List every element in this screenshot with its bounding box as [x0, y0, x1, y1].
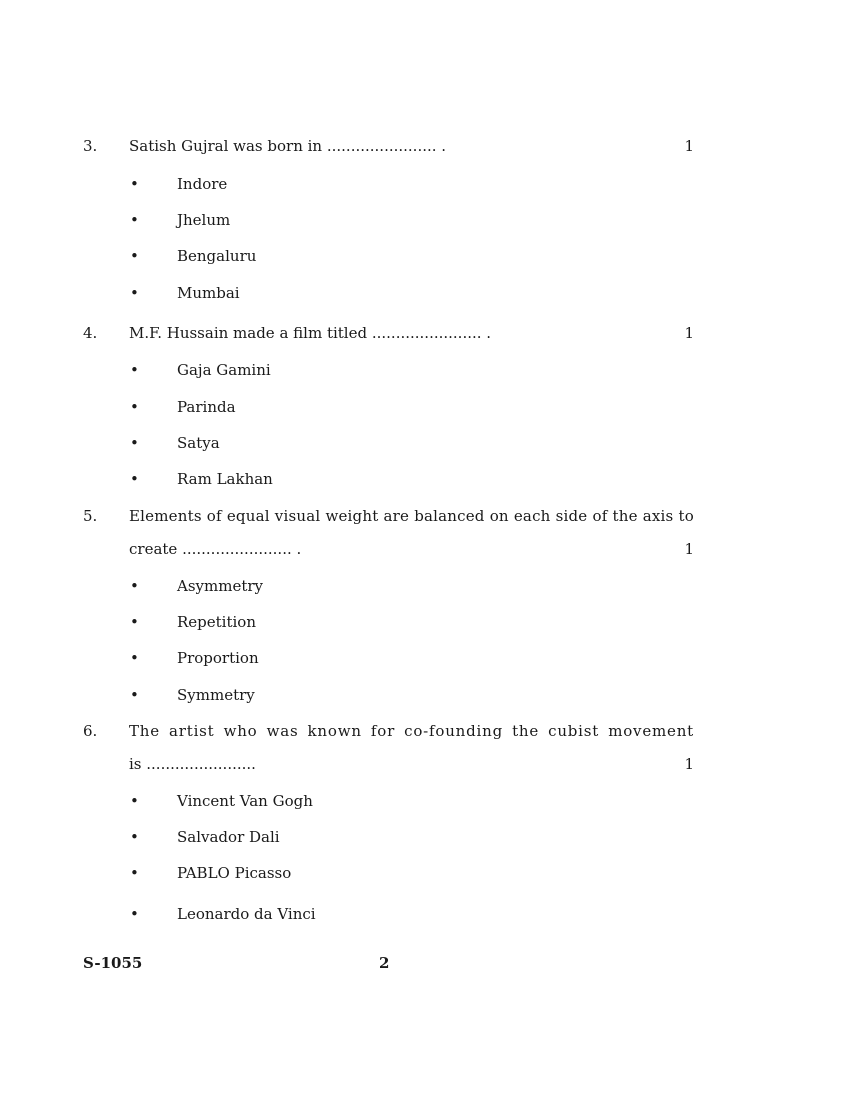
option-item: Mumbai	[177, 284, 240, 302]
option-item: Proportion	[177, 649, 259, 667]
paper-code: S-1055	[83, 954, 143, 972]
bullet-icon: •	[130, 361, 139, 379]
option-item: Satya	[177, 434, 220, 452]
bullet-icon: •	[130, 247, 139, 265]
option-item: Bengaluru	[177, 247, 257, 265]
bullet-icon: •	[130, 398, 139, 416]
option-item: Leonardo da Vinci	[177, 905, 316, 923]
question-marks: 1	[684, 755, 694, 773]
question-text-line-1: Elements of equal visual weight are balanced on each side of the axis to	[129, 507, 694, 525]
option-item: Gaja Gamini	[177, 361, 271, 379]
question-text-line-2: is .......................	[129, 755, 256, 773]
option-item: Symmetry	[177, 686, 255, 704]
question-number: 6.	[83, 722, 98, 740]
bullet-icon: •	[130, 175, 139, 193]
bullet-icon: •	[130, 613, 139, 631]
question-marks: 1	[684, 137, 694, 155]
option-item: Asymmetry	[177, 577, 264, 595]
option-item: Repetition	[177, 613, 256, 631]
question-text: Satish Gujral was born in ....................... .	[129, 137, 447, 155]
question-text-line-1: The artist who was known for co-founding the cubist movement	[129, 722, 694, 740]
option-item: Salvador Dali	[177, 828, 280, 846]
bullet-icon: •	[130, 211, 139, 229]
option-item: Parinda	[177, 398, 236, 416]
question-number: 4.	[83, 324, 98, 342]
option-item: Jhelum	[177, 211, 231, 229]
page-number: 2	[379, 954, 390, 972]
question-marks: 1	[684, 324, 694, 342]
bullet-icon: •	[130, 864, 139, 882]
option-item: PABLO Picasso	[177, 864, 292, 882]
question-text-line-2: create ....................... .	[129, 540, 302, 558]
option-item: Ram Lakhan	[177, 470, 273, 488]
bullet-icon: •	[130, 649, 139, 667]
bullet-icon: •	[130, 828, 139, 846]
question-number: 5.	[83, 507, 98, 525]
question-text: M.F. Hussain made a film titled ....................... .	[129, 324, 492, 342]
bullet-icon: •	[130, 284, 139, 302]
question-number: 3.	[83, 137, 98, 155]
question-marks: 1	[684, 540, 694, 558]
bullet-icon: •	[130, 434, 139, 452]
bullet-icon: •	[130, 792, 139, 810]
bullet-icon: •	[130, 577, 139, 595]
option-item: Indore	[177, 175, 228, 193]
option-item: Vincent Van Gogh	[177, 792, 313, 810]
bullet-icon: •	[130, 686, 139, 704]
bullet-icon: •	[130, 470, 139, 488]
bullet-icon: •	[130, 905, 139, 923]
